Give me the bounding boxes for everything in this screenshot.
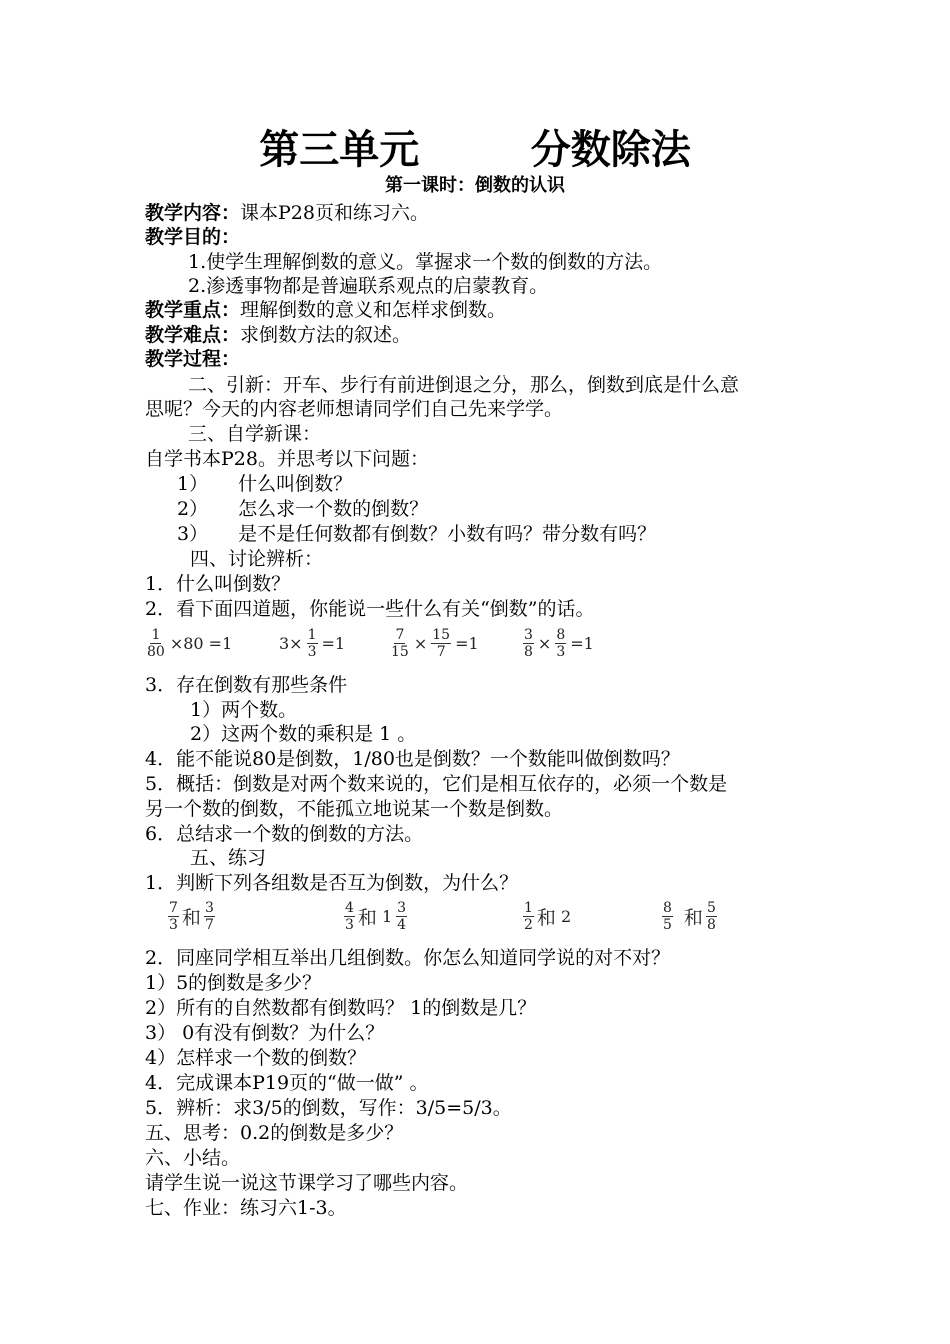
intro-line: 二、引新：开车、步行有前进倒退之分，那么，倒数到底是什么意 xyxy=(188,374,740,396)
fraction xyxy=(307,627,318,660)
question-item xyxy=(177,497,428,521)
focus-line xyxy=(145,298,506,322)
and-word: 和 xyxy=(536,907,556,929)
whole-number: 1 xyxy=(381,907,393,926)
question-item xyxy=(177,522,656,546)
numerator: 7 xyxy=(395,627,405,643)
numerator: 7 xyxy=(169,900,178,916)
pair-c xyxy=(522,900,574,933)
denominator: 3 xyxy=(307,644,317,660)
question-number: 2） xyxy=(177,498,209,520)
difficulty-text: 求倒数方法的叙述。 xyxy=(240,324,412,346)
homework-line: 七、作业：练习六1-3。 xyxy=(145,1197,347,1219)
condition-item: 2）这两个数的乘积是 1 。 xyxy=(190,723,417,745)
self-study-text: 自学书本P28。并思考以下问题： xyxy=(145,448,429,470)
question-text: 什么叫倒数？ xyxy=(238,473,353,495)
sub-question: 4）怎样求一个数的倒数？ xyxy=(145,1047,367,1069)
difficulty-label: 教学难点： xyxy=(145,324,241,346)
discuss-question: 1．什么叫倒数？ xyxy=(145,573,291,595)
denominator: 8 xyxy=(524,644,533,660)
equation-3 xyxy=(389,627,482,660)
denominator: 2 xyxy=(524,917,533,933)
denominator: 3 xyxy=(556,644,566,660)
summary-text: 请学生说一说这节课学习了哪些内容。 xyxy=(145,1172,469,1194)
fraction xyxy=(396,900,407,933)
content-text: 课本P28页和练习六。 xyxy=(240,202,429,224)
numerator: 4 xyxy=(345,900,354,916)
process-label: 教学过程： xyxy=(145,348,241,370)
practice-question: 2．同座同学相互举出几组倒数。你怎么知道同学说的对不对？ xyxy=(145,947,671,969)
fraction xyxy=(344,900,355,933)
content-label: 教学内容： xyxy=(145,202,241,224)
content-line xyxy=(145,201,429,225)
and-word: 和 xyxy=(683,907,703,929)
goal-item: 2.渗透事物都是普遍联系观点的启蒙教育。 xyxy=(188,275,549,297)
discuss-question: 4．能不能说80是倒数，1/80也是倒数？一个数能叫做倒数吗？ xyxy=(145,748,680,770)
goal-item: 1.使学生理解倒数的意义。掌握求一个数的倒数的方法。 xyxy=(188,251,663,273)
fraction xyxy=(204,900,215,933)
numerator: 3 xyxy=(524,627,533,643)
question-text: 是不是任何数都有倒数？小数有吗？带分数有吗？ xyxy=(238,523,657,545)
multiply-sign: × xyxy=(537,634,552,653)
numerator: 3 xyxy=(397,900,407,916)
intro-line: 思呢？今天的内容老师想请同学们自己先来学学。 xyxy=(145,398,564,420)
multiply-sign: × xyxy=(413,634,428,653)
practice-question: 4．完成课本P19页的“做一做” 。 xyxy=(145,1072,429,1094)
sub-question: 1）5的倒数是多少？ xyxy=(145,972,322,994)
discuss-question: 6．总结求一个数的倒数的方法。 xyxy=(145,823,424,845)
denominator: 7 xyxy=(436,644,446,660)
numerator: 1 xyxy=(151,627,161,643)
pair-a xyxy=(167,900,216,933)
integer: 2 xyxy=(560,907,572,926)
discuss-question: 3．存在倒数有那些条件 xyxy=(145,674,348,696)
condition-item: 1）两个数。 xyxy=(190,699,298,721)
fraction xyxy=(390,627,410,660)
focus-text: 理解倒数的意义和怎样求倒数。 xyxy=(240,299,507,321)
denominator: 3 xyxy=(169,917,178,933)
numerator: 3 xyxy=(204,900,214,916)
numerator: 5 xyxy=(706,900,716,916)
goal-label: 教学目的： xyxy=(145,226,241,248)
denominator: 8 xyxy=(706,917,716,933)
discuss-question: 5．概括：倒数是对两个数来说的，它们是相互依存的，必须一个数是 xyxy=(145,773,728,795)
discuss-question: 2．看下面四道题，你能说一些什么有关“倒数”的话。 xyxy=(145,598,595,620)
lesson-subtitle: 第一课时：倒数的认识 xyxy=(385,175,565,196)
numerator: 8 xyxy=(556,627,566,643)
and-word: 和 xyxy=(181,907,201,929)
practice-question: 1．判断下列各组数是否互为倒数，为什么？ xyxy=(145,872,519,894)
equation-1 xyxy=(145,627,235,660)
unit-title: 第三单元 分数除法 xyxy=(259,127,691,173)
discuss-heading: 四、讨论辨析： xyxy=(190,548,324,570)
denominator: 7 xyxy=(204,917,214,933)
denominator: 4 xyxy=(397,917,407,933)
summary-heading: 六、小结。 xyxy=(145,1147,241,1169)
denominator: 3 xyxy=(345,917,354,933)
equation-4 xyxy=(522,627,597,660)
fraction xyxy=(706,900,717,933)
and-word: 和 xyxy=(357,907,377,929)
focus-label: 教学重点： xyxy=(145,299,241,321)
practice-question: 5．辨析：求3/5的倒数，写作：3/5=5/3。 xyxy=(145,1097,512,1119)
fraction xyxy=(431,627,451,660)
numerator: 15 xyxy=(432,627,451,643)
practice-heading: 五、练习 xyxy=(190,847,267,869)
question-number: 1） xyxy=(177,473,209,495)
numerator: 1 xyxy=(307,627,317,643)
fraction xyxy=(523,627,534,660)
pair-b xyxy=(343,900,408,933)
numerator: 8 xyxy=(663,900,672,916)
fraction xyxy=(146,627,166,660)
sub-question: 3） 0有没有倒数？为什么？ xyxy=(145,1022,385,1044)
question-item xyxy=(177,472,352,496)
fraction xyxy=(662,900,673,933)
numerator: 1 xyxy=(524,900,533,916)
denominator: 15 xyxy=(391,644,409,660)
self-study-heading: 三、自学新课： xyxy=(188,423,322,445)
equation-rest: =1 xyxy=(455,634,479,653)
denominator: 80 xyxy=(147,644,165,660)
question-number: 3） xyxy=(177,523,209,545)
difficulty-line xyxy=(145,323,411,347)
equation-2 xyxy=(276,627,348,660)
sub-question: 2）所有的自然数都有倒数吗？ 1的倒数是几？ xyxy=(145,997,537,1019)
equation-prefix: 3× xyxy=(279,634,303,653)
equation-rest: =1 xyxy=(570,634,594,653)
fraction xyxy=(168,900,179,933)
pair-d xyxy=(661,900,718,933)
denominator: 5 xyxy=(663,917,672,933)
discuss-question-continued: 另一个数的倒数，不能孤立地说某一个数是倒数。 xyxy=(145,798,564,820)
fraction xyxy=(555,627,566,660)
fraction xyxy=(523,900,534,933)
question-text: 怎么求一个数的倒数？ xyxy=(238,498,429,520)
equation-rest: ×80 =1 xyxy=(169,634,233,653)
equation-rest: =1 xyxy=(321,634,346,653)
think-line: 五、思考：0.2的倒数是多少？ xyxy=(145,1122,404,1144)
